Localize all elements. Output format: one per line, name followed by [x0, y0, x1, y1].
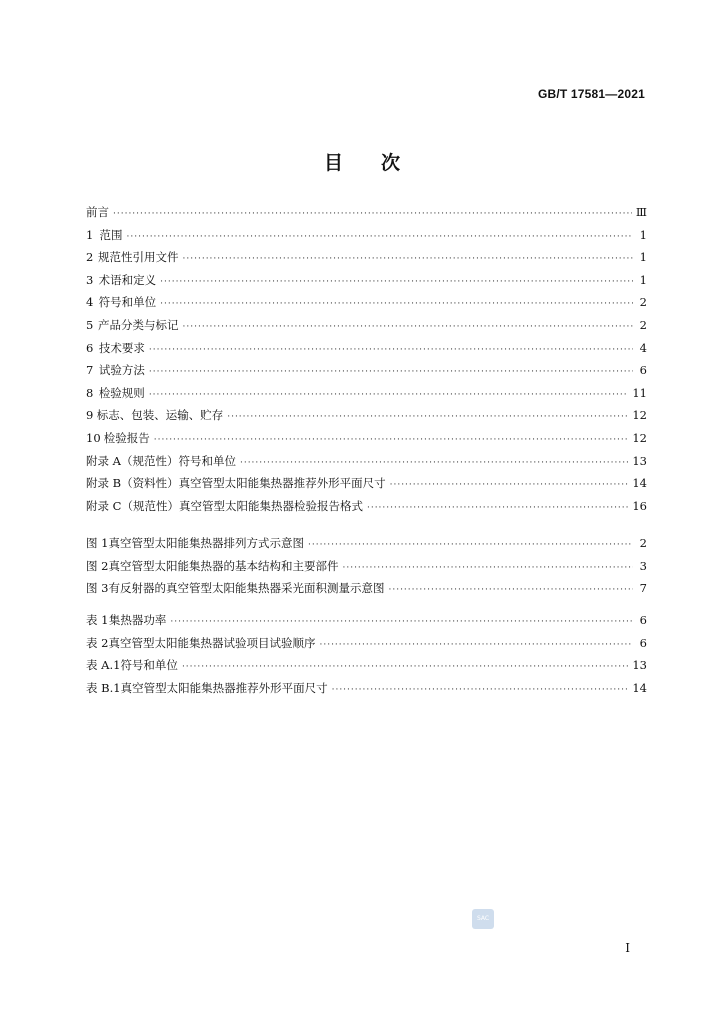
toc-entry-label: 符号和单位 — [120, 658, 178, 673]
dot-leader — [154, 435, 629, 445]
toc-entry-page: 14 — [632, 680, 647, 695]
toc-entry-label: 检验规则 — [98, 385, 145, 400]
toc-entry[interactable] — [86, 407, 647, 430]
dot-leader — [160, 299, 633, 309]
toc-entry-page: 4 — [639, 340, 647, 355]
toc-entry-label: 真空管型太阳能集热器推荐外形平面尺寸 — [178, 476, 386, 491]
dot-leader — [367, 503, 628, 513]
toc-entry-number: 10 — [86, 430, 101, 445]
dot-leader — [149, 390, 629, 400]
dot-leader — [308, 540, 633, 550]
toc-entry[interactable] — [86, 385, 647, 408]
toc-entry-number: 附录 A（规范性） — [86, 453, 179, 468]
toc-entry[interactable] — [86, 680, 647, 703]
toc-figures — [86, 535, 647, 603]
toc-entry-number: 8 — [86, 385, 94, 400]
toc-entry-label: 技术要求 — [98, 340, 145, 355]
dot-leader — [183, 254, 633, 264]
toc-entry[interactable] — [86, 535, 647, 558]
toc-chapters — [86, 204, 647, 520]
toc-entry-number: 表 B.1 — [86, 680, 121, 695]
toc-entry[interactable] — [86, 580, 647, 603]
toc-entry-label: 规范性引用文件 — [98, 250, 179, 265]
dot-leader — [149, 367, 633, 377]
dot-leader — [342, 563, 633, 573]
toc-entry-label: 范围 — [99, 227, 123, 242]
toc-entry[interactable] — [86, 498, 647, 521]
toc-entry-page: 12 — [632, 408, 647, 423]
toc-entry[interactable] — [86, 272, 647, 295]
toc-entry-label: 标志、包装、运输、贮存 — [96, 408, 224, 423]
toc-entry[interactable] — [86, 475, 647, 498]
dot-leader — [170, 617, 633, 627]
toc-entry-label: 产品分类与标记 — [98, 317, 179, 332]
toc-entry-number: 2 — [86, 250, 94, 265]
toc-entry-label: 真空管型太阳能集热器检验报告格式 — [178, 498, 363, 513]
toc-entry-number: 图 3 — [86, 581, 109, 596]
toc-entry-page: 2 — [639, 536, 647, 550]
dot-leader — [182, 662, 628, 672]
toc-entry-number: 表 A.1 — [86, 658, 121, 673]
toc-entry[interactable] — [86, 612, 647, 635]
toc-entry-number: 1 — [86, 227, 94, 242]
toc-entry-page: 1 — [639, 250, 647, 265]
toc-entry-label: 真空管型太阳能集热器试验项目试验顺序 — [108, 635, 316, 650]
toc-entry-number: 5 — [86, 317, 94, 332]
watermark-logo: SAC — [472, 909, 494, 929]
dot-leader — [113, 209, 632, 219]
toc-entry-page: 6 — [639, 613, 647, 627]
dot-leader — [183, 322, 633, 332]
toc-entry-label: 真空管型太阳能集热器的基本结构和主要部件 — [108, 558, 339, 573]
toc-entry-page: 2 — [639, 317, 647, 332]
toc-entry-page: 11 — [632, 385, 647, 400]
dot-leader — [127, 232, 633, 242]
toc-entry-page: Ⅲ — [635, 205, 647, 219]
toc-entry-number: 4 — [86, 295, 94, 310]
toc-entry-number: 表 2 — [86, 635, 109, 650]
toc-entry[interactable] — [86, 558, 647, 581]
toc-entry-label: 术语和定义 — [98, 272, 157, 287]
toc-entry-page: 16 — [632, 498, 647, 513]
toc-entry-page: 14 — [632, 476, 647, 491]
toc-entry[interactable] — [86, 453, 647, 476]
dot-leader — [240, 458, 628, 468]
toc-entry-number: 3 — [86, 272, 94, 287]
toc-entry-label: 有反射器的真空管型太阳能集热器采光面积测量示意图 — [108, 581, 385, 596]
toc-entry-label: 符号和单位 — [178, 453, 236, 468]
toc-entry-page: 13 — [632, 658, 647, 673]
dot-leader — [390, 480, 629, 490]
standard-code: GB/T 17581—2021 — [537, 87, 645, 101]
dot-leader — [227, 412, 628, 422]
toc-entry[interactable] — [86, 430, 647, 453]
page-title — [0, 148, 724, 175]
toc-entry[interactable] — [86, 657, 647, 680]
toc-entry-number: 附录 B（资料性） — [86, 476, 179, 491]
toc-entry-page: 2 — [639, 295, 647, 310]
title-part-1: 目 — [323, 152, 343, 174]
toc-entry-page: 6 — [639, 635, 647, 650]
dot-leader — [332, 685, 629, 695]
toc-entry-page: 12 — [632, 430, 647, 445]
toc-entry-label: 真空管型太阳能集热器推荐外形平面尺寸 — [120, 680, 328, 695]
dot-leader — [319, 640, 633, 650]
dot-leader — [388, 585, 633, 595]
toc-entry[interactable] — [86, 294, 647, 317]
toc-entry-number: 6 — [86, 340, 94, 355]
toc-tables — [86, 612, 647, 702]
toc-entry[interactable] — [86, 317, 647, 340]
toc-entry-label: 试验方法 — [98, 363, 145, 378]
toc-entry-page: 1 — [639, 227, 647, 242]
toc-entry-number: 9 — [86, 408, 94, 423]
title-part-2: 次 — [381, 152, 401, 174]
toc-entry-number: 表 1 — [86, 613, 109, 627]
dot-leader — [149, 345, 633, 355]
toc-entry[interactable] — [86, 227, 647, 250]
toc-entry-label: 真空管型太阳能集热器排列方式示意图 — [108, 536, 304, 550]
toc-entry[interactable] — [86, 340, 647, 363]
dot-leader — [160, 277, 633, 287]
toc-entry-page: 7 — [639, 581, 647, 596]
toc-entry[interactable] — [86, 204, 647, 227]
page-number: Ⅰ — [625, 941, 630, 955]
toc-entry-label: 集热器功率 — [108, 613, 167, 627]
toc-entry-page: 6 — [639, 363, 647, 378]
toc-entry[interactable] — [86, 249, 647, 272]
toc-entry-label: 前言 — [86, 205, 109, 219]
toc-entry-number: 附录 C（规范性） — [86, 498, 179, 513]
toc-entry-number: 图 2 — [86, 558, 109, 573]
toc-entry-number: 7 — [86, 363, 94, 378]
toc-entry-page: 1 — [639, 272, 647, 287]
toc-entry-page: 3 — [639, 558, 647, 573]
toc-entry[interactable] — [86, 635, 647, 658]
toc-entry-label: 符号和单位 — [98, 295, 157, 310]
toc-entry[interactable] — [86, 362, 647, 385]
toc-entry-label: 检验报告 — [103, 430, 150, 445]
toc-entry-page: 13 — [632, 453, 647, 468]
toc-entry-number: 图 1 — [86, 536, 109, 550]
